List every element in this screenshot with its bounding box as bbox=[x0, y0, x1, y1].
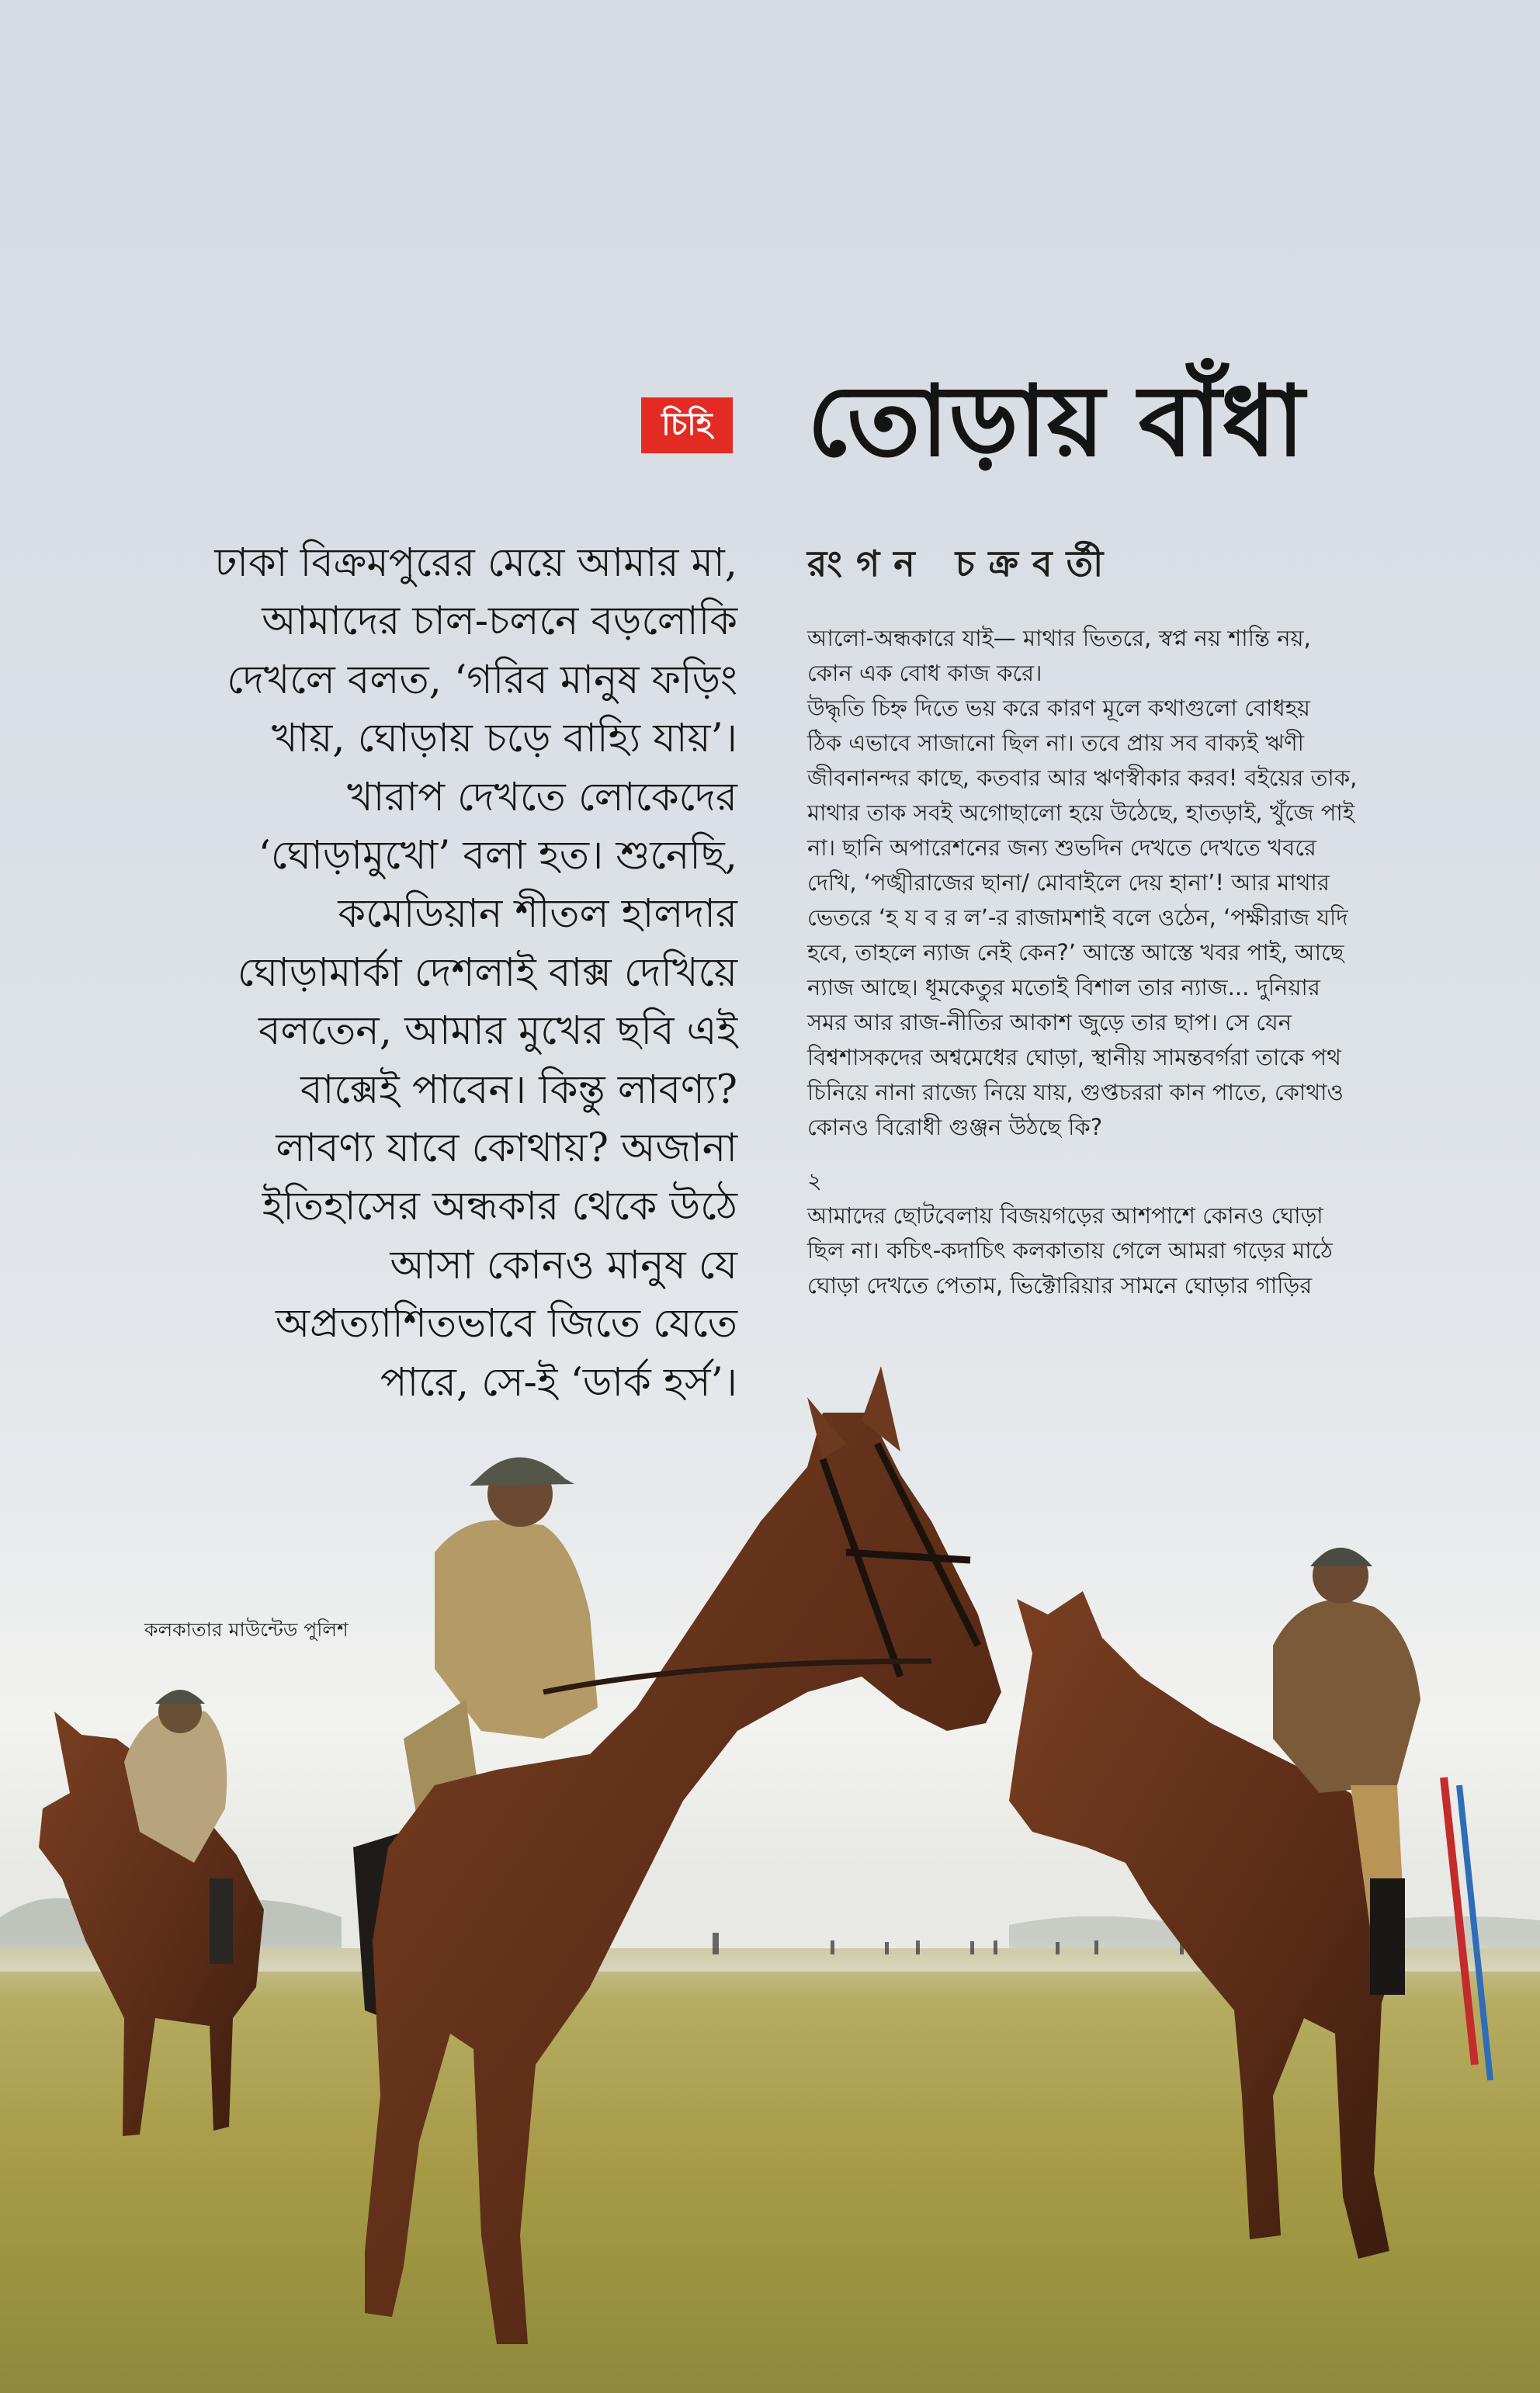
pull-quote-line: ‘ঘোড়ামুখো’ বলা হত। শুনেছি, bbox=[258, 833, 737, 879]
article-body bbox=[807, 621, 1452, 1303]
pull-quote-line: আসা কোনও মানুষ যে bbox=[390, 1242, 737, 1288]
body-line: ন্যাজ আছে। ধূমকেতুর মতোই বিশাল তার ন্যাজ... দুনিয়ার bbox=[807, 974, 1320, 1001]
body-line: ছিল না। কচিৎ-কদাচিৎ কলকাতায় গেলে আমরা গড়ের মাঠে bbox=[807, 1237, 1333, 1264]
body-line: ঘোড়া দেখতে পেতাম, ভিক্টোরিয়ার সামনে ঘোড়ার গাড়ির bbox=[807, 1272, 1313, 1299]
section-tag: চিহি bbox=[641, 397, 733, 453]
body-line: বিশ্বশাসকদের অশ্বমেধের ঘোড়া, স্থানীয় সামন্তবর্গরা তাকে পথ bbox=[807, 1044, 1341, 1070]
body-line: না। ছানি অপারেশনের জন্য শুভদিন দেখতে দেখতে খবরে bbox=[807, 834, 1316, 861]
body-line: উদ্ধৃতি চিহ্ন দিতে ভয় করে কারণ মূলে কথাগুলো বোধহয় bbox=[807, 695, 1311, 721]
pull-quote-line: লাবণ্য যাবে কোথায়? অজানা bbox=[276, 1125, 737, 1172]
body-line: ভেতরে ‘হ য ব র ল’-র রাজামশাই বলে ওঠেন, ‘পক্ষীরাজ যদি bbox=[807, 904, 1348, 931]
pull-quote-line: ঘোড়ামার্কা দেশলাই বাক্স দেখিয়ে bbox=[237, 949, 737, 996]
section-number: ২ bbox=[807, 1167, 822, 1194]
pull-quote-line: খায়, ঘোড়ায় চড়ে বাহ্যি যায়’। bbox=[271, 716, 737, 762]
body-line: দেখি, ‘পঙ্খীরাজের ছানা/ মোবাইলে দেয় হানা’! আর মাথার bbox=[807, 869, 1330, 896]
body-line: চিনিয়ে নানা রাজ্যে নিয়ে যায়, গুপ্তচররা কান পাতে, কোথাও bbox=[807, 1079, 1344, 1105]
body-line: মাথার তাক সবই অগোছালো হয়ে উঠেছে, হাতড়াই, খুঁজে পাই bbox=[807, 799, 1354, 826]
pull-quote-line: ইতিহাসের অন্ধকার থেকে উঠে bbox=[262, 1184, 737, 1230]
pull-quote bbox=[116, 534, 737, 1412]
author-name: রংগন চক্রবর্তী bbox=[807, 543, 1118, 584]
body-line: জীবনানন্দর কাছে, কতবার আর ঋণস্বীকার করব! বইয়ের তাক, bbox=[807, 765, 1358, 791]
pull-quote-line: বাক্সেই পাবেন। কিন্তু লাবণ্য? bbox=[300, 1066, 737, 1113]
body-line: ঠিক এভাবে সাজানো ছিল না। তবে প্রায় সব বাক্যই ঋণী bbox=[807, 730, 1304, 756]
body-line: আমাদের ছোটবেলায় বিজয়গড়ের আশপাশে কোনও ঘোড়া bbox=[807, 1202, 1323, 1229]
pull-quote-line: ঢাকা বিক্রমপুরের মেয়ে আমার মা, bbox=[214, 540, 737, 586]
pull-quote-line: বলতেন, আমার মুখের ছবি এই bbox=[258, 1008, 737, 1055]
body-line: আলো-অন্ধকারে যাই— মাথার ভিতরে, স্বপ্ন নয় শান্তি নয়, bbox=[807, 625, 1311, 651]
body-line: সমর আর রাজ-নীতির আকাশ জুড়ে তার ছাপ। সে যেন bbox=[807, 1009, 1292, 1035]
pull-quote-line: পারে, সে-ই ‘ডার্ক হর্স’। bbox=[380, 1359, 737, 1406]
body-line: হবে, তাহলে ন্যাজ নেই কেন?’ আস্তে আস্তে খবর পাই, আছে bbox=[807, 939, 1344, 966]
pull-quote-line: আমাদের চাল-চলনে বড়লোকি bbox=[262, 598, 737, 645]
photo-caption: কলকাতার মাউন্টেড পুলিশ bbox=[144, 1618, 349, 1641]
pull-quote-line: কমেডিয়ান শীতল হালদার bbox=[338, 891, 737, 938]
body-line: কোনও বিরোধী গুঞ্জন উঠছে কি? bbox=[807, 1114, 1103, 1140]
article-title: তোড়ায় বাঁধা bbox=[807, 363, 1305, 478]
pull-quote-line: খারাপ দেখতে লোকেদের bbox=[347, 774, 737, 820]
body-line: কোন এক বোধ কাজ করে। bbox=[807, 660, 1042, 686]
pull-quote-line: অপ্রত্যাশিতভাবে জিতে যেতে bbox=[275, 1301, 737, 1347]
pull-quote-line: দেখলে বলত, ‘গরিব মানুষ ফড়িং bbox=[227, 657, 737, 703]
